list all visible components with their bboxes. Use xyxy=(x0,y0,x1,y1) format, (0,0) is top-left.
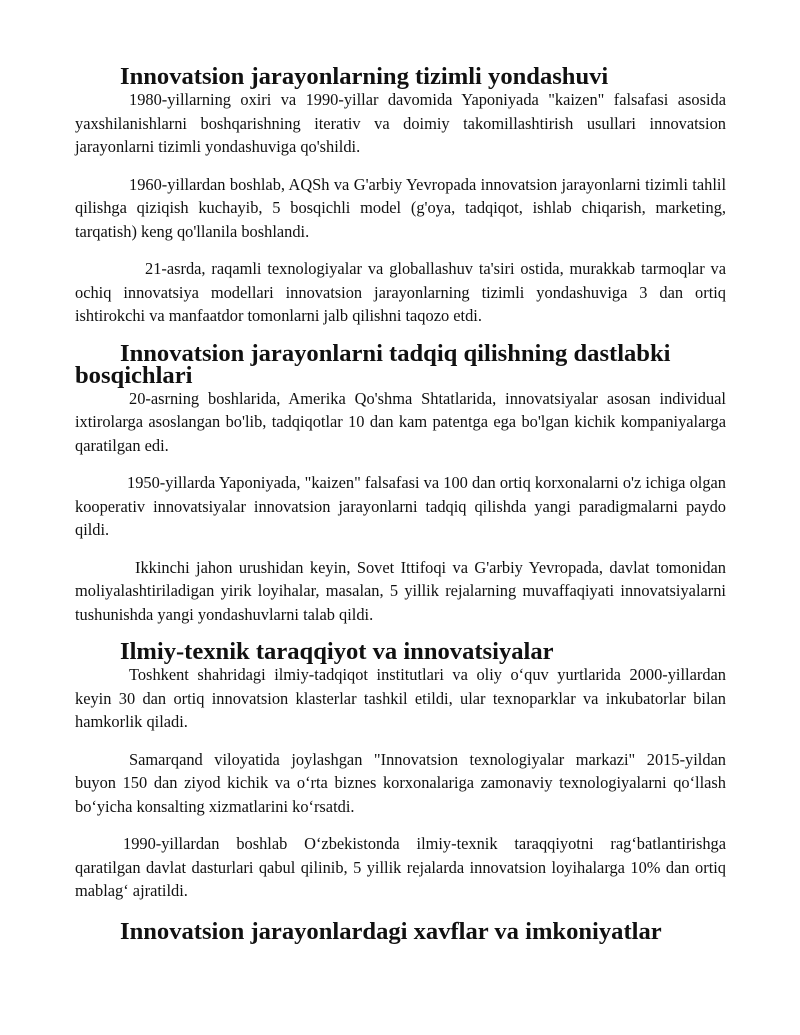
section-systemic-approach xyxy=(75,63,726,328)
section-heading: Innovatsion jarayonlarni tadqiq qilishning dastlabki bosqichlari xyxy=(75,339,671,389)
section-heading: Innovatsion jarayonlardagi xavflar va imkoniyatlar xyxy=(120,917,662,945)
paragraph: 1960-yillardan boshlab, AQSh va G'arbiy Yevropada innovatsion jarayonlarni tizimli tahlil qilishga qiziqish kuchayib, 5 bosqichli model (g'oya, tadqiqot, ishlab chiqarish, marketing, tarqatish) keng qo'llanila boshlandi. xyxy=(75,174,726,241)
paragraph: 1980-yillarning oxiri va 1990-yillar davomida Yaponiyada "kaizen" falsafasi asosida yaxshilanishlarni boshqarishning iterativ va doimiy takomillashtirish usullari innovatsion jarayonlarni tizimli yondashuviga qo'shildi. xyxy=(75,90,726,156)
section-early-research-stages xyxy=(75,339,726,627)
paragraph: 1950-yillarda Yaponiyada, "kaizen" falsafasi va 100 dan ortiq korxonalarni o'z ichiga olgan kooperativ innovatsiyalar innovatsion jarayonlarni tadqiq qilishda yangi paradigmalarni paydo qildi. xyxy=(75,473,726,539)
paragraph: 21-asrda, raqamli texnologiyalar va globallashuv ta'siri ostida, murakkab tarmoqlar va ochiq innovatsiya modellari innovatsion jarayonlarning tizimli yondashuviga 3 dan ortiq ishtirokchi va manfaatdor tomonlarni jalb qilishni taqozo etdi. xyxy=(75,259,726,325)
section-scientific-technical-progress xyxy=(75,638,726,903)
paragraph: 20-asrning boshlarida, Amerika Qo'shma Shtatlarida, innovatsiyalar asosan individual ixtirolarga asoslangan bo'lib, tadqiqotlar 10 dan kam patentga ega bo'lgan kichik kompaniyalarga qaratilgan edi. xyxy=(75,388,726,455)
paragraph: Toshkent shahridagi ilmiy-tadqiqot institutlari va oliy o‘quv yurtlarida 2000-yillardan keyin 30 dan ortiq innovatsion klasterlar tashkil etildi, ular texnoparklar va inkubatorlar bilan hamkorlik qiladi. xyxy=(75,665,726,731)
paragraph: Ikkinchi jahon urushidan keyin, Sovet Ittifoqi va G'arbiy Yevropada, davlat tomonidan moliyalashtiriladigan yirik loyihalar, masalan, 5 yillik rejalarning muvaffaqiyati innovatsiyalarni tushunishda yangi yondashuvlarni talab qildi. xyxy=(75,557,726,624)
section-heading: Innovatsion jarayonlarning tizimli yondashuvi xyxy=(120,63,609,90)
paragraph: Samarqand viloyatida joylashgan "Innovatsion texnologiyalar markazi" 2015-yildan buyon 150 dan ziyod kichik va o‘rta biznes korxonalariga zamonaviy texnologiyalarni qo‘llash bo‘yicha konsalting xizmatlarini ko‘rsatdi. xyxy=(75,749,726,816)
section-heading: Ilmiy-texnik taraqqiyot va innovatsiyalar xyxy=(120,638,554,665)
paragraph: 1990-yillardan boshlab O‘zbekistonda ilmiy-texnik taraqqiyotni rag‘batlantirishga qaratilgan davlat dasturlari qabul qilinib, 5 yillik rejalarda innovatsion loyihalarga 10% dan ortiq mablag‘ ajratildi. xyxy=(75,834,726,900)
section-risks-opportunities xyxy=(75,917,726,945)
document-page xyxy=(75,63,726,945)
